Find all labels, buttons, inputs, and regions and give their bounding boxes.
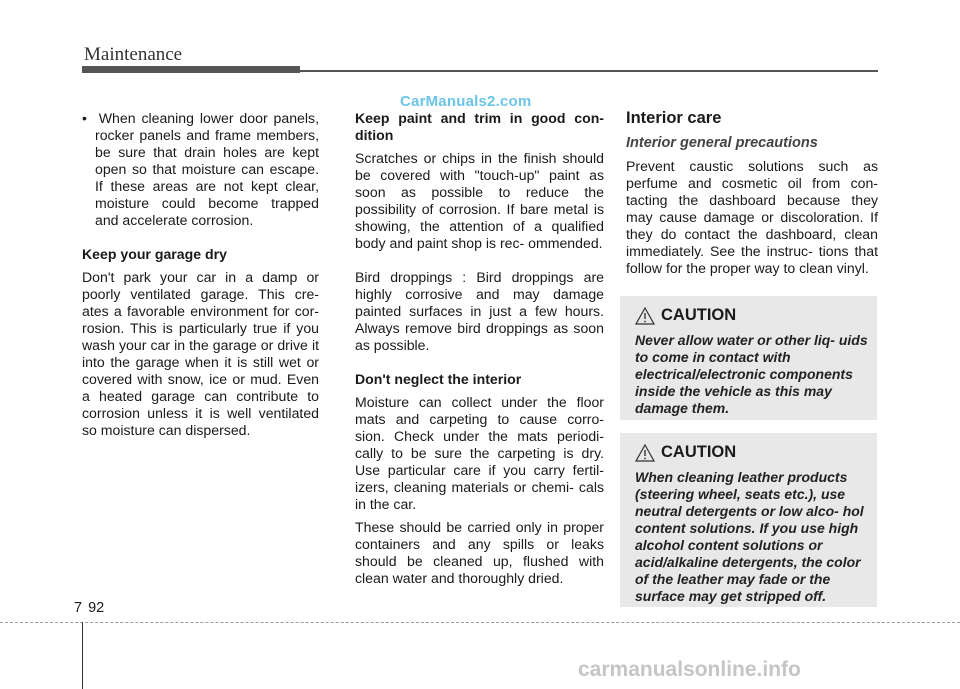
interior-heading: Don't neglect the interior bbox=[355, 371, 522, 387]
chapter-number: 7 bbox=[74, 600, 83, 616]
interior-care-text: Prevent caustic solutions such as perfume and cosmetic oil from con- tacting the dashboard because they may cause damage or discoloration. If they do contact the dashboard, clean immediately. See the instruc- tions that follow for the proper way to clean vinyl. bbox=[626, 158, 878, 276]
caution-title: CAUTION bbox=[661, 443, 737, 461]
containers-text: These should be carried only in proper containers and any spills or leaks should be cleaned up, flushed with clean water and thoroughly dried. bbox=[355, 519, 604, 586]
column-middle bbox=[355, 110, 604, 587]
watermark-top: CarManuals2.com bbox=[400, 93, 532, 110]
section-title: Interior care bbox=[626, 109, 722, 127]
subsection-title: Interior general precautions bbox=[626, 135, 818, 151]
bird-droppings-text: Bird droppings : Bird droppings are highly corrosive and may damage painted surfaces in just a few hours. Always remove bird droppings as soon as possible. bbox=[355, 269, 604, 353]
header-rule-thin bbox=[300, 70, 878, 72]
garage-text: Don't park your car in a damp or poorly ventilated garage. This cre- ates a favorable environment for cor- rosion. This is particularly true if you wash your car in the garage or drive it into the garage when it is still wet or covered with snow, ice or mud. Even a heated garage can contribute to corrosion unless it is well ventilated so moisture can dispersed. bbox=[82, 269, 319, 438]
header-title: Maintenance bbox=[84, 44, 183, 65]
caution-box-leather bbox=[620, 433, 877, 607]
paint-text: Scratches or chips in the finish should be covered with "touch-up" paint as soon as possible to reduce the possibility of corrosion. If bare metal is showing, the attention of a qualified body and paint shop is rec- ommended. bbox=[355, 150, 604, 251]
caution-text: When cleaning leather products (steering wheel, seats etc.), use neutral detergents or low alco- hol content solutions. If you use high alcohol content solutions or acid/alkaline detergents, the color of the leather may fade or the surface may get stripped off. bbox=[635, 469, 864, 604]
watermark-bottom: carmanualsonline.info bbox=[578, 658, 801, 681]
column-right bbox=[626, 110, 878, 277]
garage-heading: Keep your garage dry bbox=[82, 246, 227, 262]
caution-text: Never allow water or other liq- uids to come in contact with electrical/electronic components inside the vehicle as this may damage them. bbox=[635, 332, 868, 416]
header-rule-thick bbox=[82, 66, 300, 73]
page-number-value: 92 bbox=[88, 600, 105, 616]
footer-divider bbox=[82, 622, 83, 689]
drain-holes-text: When cleaning lower door panels, rocker panels and frame members, be sure that drain holes are kept open so that moisture can escape. If these areas are not kept clear, moisture could become trapped and accelerate corrosion. bbox=[95, 110, 319, 228]
column-left bbox=[82, 110, 319, 439]
page-number bbox=[74, 600, 104, 616]
drain-holes-bullet: • When cleaning lower door panels, rocker panels and frame members, be sure that drain holes are kept open so that moisture can escape. If these areas are not kept clear, moisture could become trapped and accelerate corrosion. bbox=[82, 110, 319, 228]
footer-dotted-line bbox=[0, 622, 960, 623]
caution-box-water bbox=[620, 296, 877, 420]
caution-title: CAUTION bbox=[661, 306, 737, 324]
paint-heading: Keep paint and trim in good con- dition bbox=[355, 110, 604, 143]
warning-triangle-icon bbox=[635, 444, 655, 462]
interior-text: Moisture can collect under the floor mats and carpeting to cause corro- sion. Check under the mats periodi- cally to be sure the carpeting is dry. Use particular care if you carry fertil- izers, cleaning materials or chemi- cals in the car. bbox=[355, 394, 604, 512]
warning-triangle-icon bbox=[635, 307, 655, 325]
